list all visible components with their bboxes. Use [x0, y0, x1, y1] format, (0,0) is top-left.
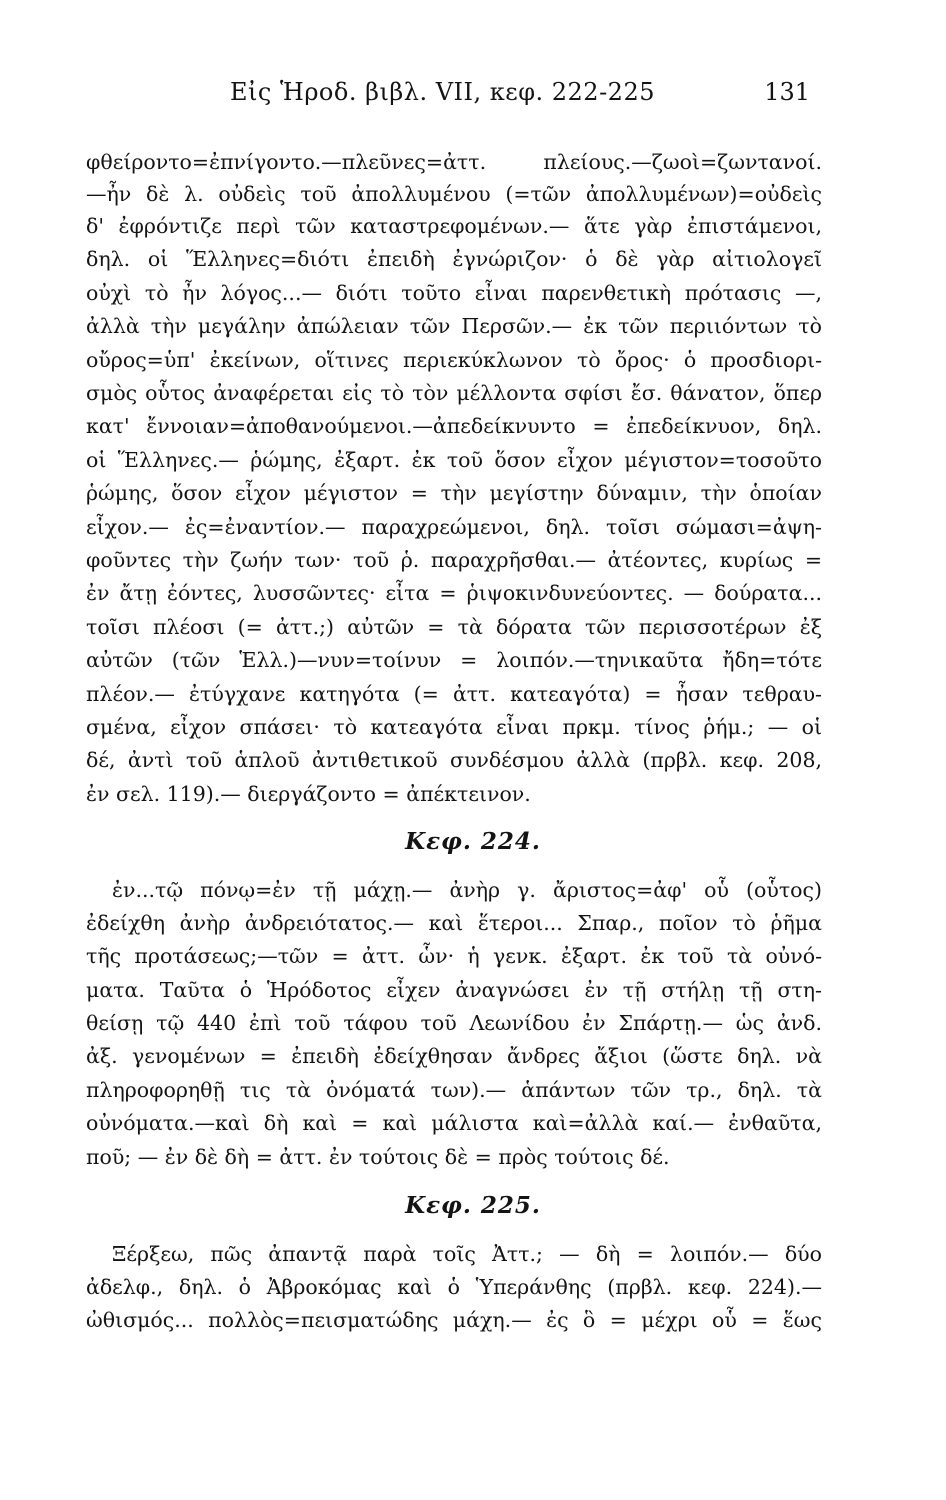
text-line: Ξέρξεω, πῶς ἀπαντᾷ παρὰ τοῖς Ἀττ.; — δὴ = λοιπόν.— δύο	[112, 1242, 822, 1266]
page-header	[90, 78, 816, 112]
text-line: οὐνόματα.—καὶ δὴ καὶ = καὶ μάλιστα καὶ=ἀλλὰ καί.— ἐνθαῦτα,	[86, 1111, 822, 1135]
text-line: αὐτῶν (τῶν Ἑλλ.)—νυν=τοίνυν = λοιπόν.—τηνικαῦτα ἤδη=τότε	[86, 648, 822, 672]
text-line: πληροφορηθῇ τις τὰ ὀνόματά των).— ἁπάντων τῶν τρ., δηλ. τὰ	[86, 1078, 822, 1102]
chapter-heading-225: Κεφ. 225.	[405, 1192, 541, 1219]
text-line: ἐν ἄτῃ ἐόντες, λυσσῶντες· εἶτα = ῥιψοκινδυνεύοντες. — δούρατα...	[86, 581, 822, 605]
text-line: ἀδελφ., δηλ. ὁ Ἀβροκόμας καὶ ὁ Ὑπεράνθης (πρβλ. κεφ. 224).—	[86, 1275, 822, 1299]
text-line: δέ, ἀντὶ τοῦ ἁπλοῦ ἀντιθετικοῦ συνδέσμου ἀλλὰ (πρβλ. κεφ. 208,	[86, 748, 822, 772]
running-head: Εἰς Ἡροδ. βιβλ. VII, κεφ. 222-225	[230, 78, 655, 106]
text-line: ποῦ; — ἐν δὲ δὴ = ἀττ. ἐν τούτοις δὲ = πρὸς τούτοις δέ.	[86, 1145, 670, 1169]
text-line: κατ' ἔννοιαν=ἀποθανούμενοι.—ἀπεδείκνυντο = ἐπεδείκνυον, δηλ.	[86, 414, 822, 438]
text-line: θείσῃ τῷ 440 ἐπὶ τοῦ τάφου τοῦ Λεωνίδου ἐν Σπάρτῃ.— ὡς ἀνδ.	[86, 1011, 822, 1035]
text-line: ἐδείχθη ἀνὴρ ἀνδρειότατος.— καὶ ἕτεροι... Σπαρ., ποῖον τὸ ῥῆμα	[86, 911, 822, 935]
text-line: —ἦν δὲ λ. οὐδεὶς τοῦ ἀπολλυμένου (=τῶν ἀπολλυμένων)=οὐδεὶς	[86, 182, 822, 206]
text-line: οὔρος=ὑπ' ἐκείνων, οἵτινες περιεκύκλωνον τὸ ὄρος· ὁ προσδιορι-	[86, 348, 822, 372]
text-line: δ' ἐφρόντιζε περὶ τῶν καταστρεφομένων.— ἅτε γὰρ ἐπιστάμενοι,	[86, 214, 822, 238]
text-line: τοῖσι πλέοσι (= ἀττ.;) αὐτῶν = τὰ δόρατα τῶν περισσοτέρων ἐξ	[86, 615, 822, 639]
text-line: πλέον.— ἐτύγχανε κατηγότα (= ἀττ. κατεαγότα) = ἦσαν τεθραυ-	[86, 682, 822, 706]
text-line: ὠθισμός... πολλὸς=πεισματώδης μάχη.— ἐς ὃ = μέχρι οὗ = ἕως	[86, 1308, 822, 1332]
text-line: ἀλλὰ τὴν μεγάλην ἀπώλειαν τῶν Περσῶν.— ἐκ τῶν περιιόντων τὸ	[86, 314, 822, 338]
text-line: φοῦντες τὴν ζωήν των· τοῦ ῥ. παραχρῆσθαι.— ἀτέοντες, κυρίως =	[86, 548, 822, 572]
text-line: ἐν σελ. 119).— διεργάζοντο = ἀπέκτεινον.	[86, 782, 531, 806]
text-line: δηλ. οἱ Ἕλληνες=διότι ἐπειδὴ ἐγνώριζον· ὁ δὲ γὰρ αἰτιολογεῖ	[86, 247, 822, 271]
text-line: ῥώμης, ὅσον εἶχον μέγιστον = τὴν μεγίστην δύναμιν, τὴν ὁποίαν	[86, 481, 822, 505]
text-line: σμὸς οὗτος ἀναφέρεται εἰς τὸ τὸν μέλλοντα σφίσι ἔσ. θάνατον, ὅπερ	[86, 381, 822, 405]
text-line: ἀξ. γενομένων = ἐπειδὴ ἐδείχθησαν ἄνδρες ἄξιοι (ὥστε δηλ. νὰ	[86, 1044, 822, 1068]
text-line: ἐν...τῷ πόνῳ=ἐν τῇ μάχῃ.— ἀνὴρ γ. ἄριστος=ἀφ' οὗ (οὗτος)	[112, 878, 822, 902]
text-line: σμένα, εἶχον σπάσει· τὸ κατεαγότα εἶναι πρκμ. τίνος ῥήμ.; — οἱ	[86, 715, 822, 739]
text-line: φθείροντο=ἐπνίγοντο.—πλεῦνες=ἀττ. πλείους.—ζωοὶ=ζωντανοί.	[86, 150, 822, 174]
text-line: οὐχὶ τὸ ἦν λόγος...— διότι τοῦτο εἶναι παρενθετικὴ πρότασις —,	[86, 281, 822, 305]
text-line: οἱ Ἕλληνες.— ῥώμης, ἐξαρτ. ἐκ τοῦ ὅσον εἶχον μέγιστον=τοσοῦτο	[86, 448, 822, 472]
chapter-heading-224: Κεφ. 224.	[405, 828, 541, 855]
text-line: τῆς προτάσεως;—τῶν = ἀττ. ὧν· ἡ γενκ. ἐξαρτ. ἐκ τοῦ τὰ οὐνό-	[86, 944, 822, 968]
page-number: 131	[764, 78, 810, 106]
text-line: εἶχον.— ἐς=ἐναντίον.— παραχρεώμενοι, δηλ. τοῖσι σώμασι=ἀψη-	[86, 515, 822, 539]
text-line: ματα. Ταῦτα ὁ Ἡρόδοτος εἶχεν ἀναγνώσει ἐν τῇ στήλῃ τῇ στη-	[86, 978, 822, 1002]
